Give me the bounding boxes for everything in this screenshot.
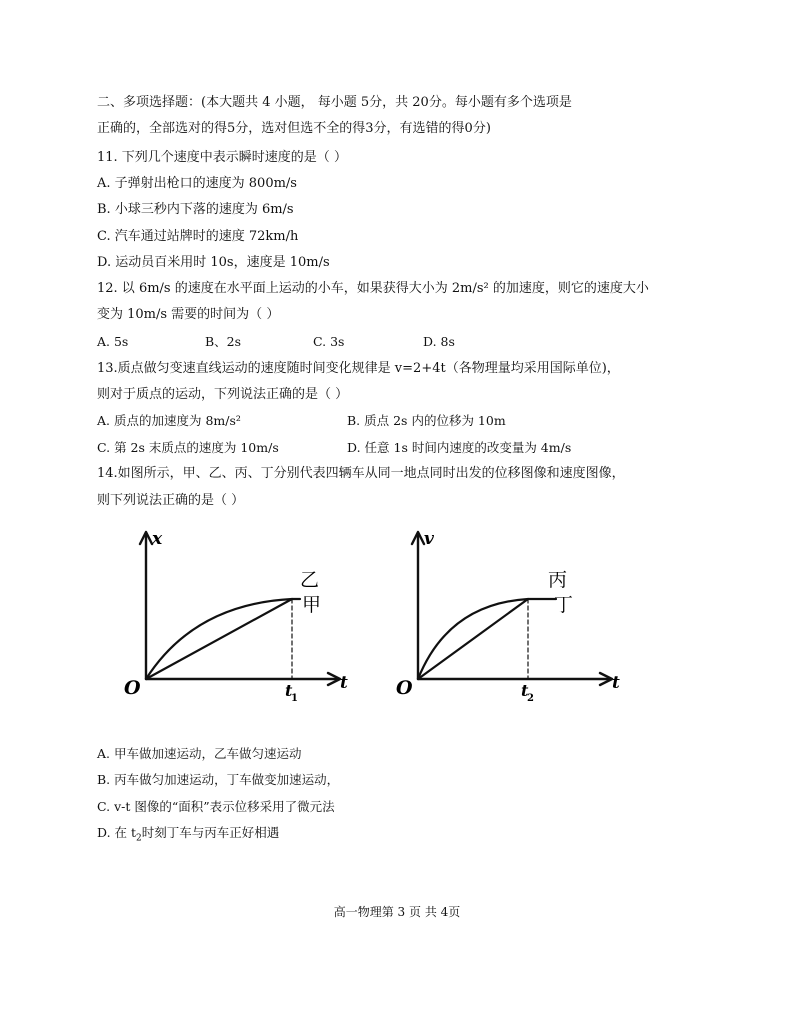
graph2-y-label: v bbox=[424, 529, 434, 549]
q12-stem-line1: 12. 以 6m/s 的速度在水平面上运动的小车，如果获得大小为 2m/s² 的加速度，则它的速度大小 bbox=[97, 281, 649, 296]
q14-option-a: A. 甲车做加速运动，乙车做匀速运动 bbox=[97, 746, 302, 761]
q14-option-c: C. v-t 图像的“面积”表示位移采用了微元法 bbox=[97, 799, 335, 814]
graph1-label-yi: 乙 bbox=[300, 569, 320, 591]
section-heading-line2: 正确的，全部选对的得5分，选对但选不全的得3分，有选错的得0分) bbox=[97, 121, 491, 136]
q11-stem: 11. 下列几个速度中表示瞬时速度的是（ ） bbox=[97, 150, 347, 165]
graph2-tick-sub: 2 bbox=[527, 693, 534, 704]
graph1-x-label: t bbox=[340, 673, 348, 693]
q13-stem-line1: 13.质点做匀变速直线运动的速度随时间变化规律是 v=2+4t（各物理量均采用国际单位)， bbox=[97, 361, 620, 376]
graph-vt bbox=[382, 522, 632, 714]
q14-option-b: B. 丙车做匀加速运动，丁车做变加速运动， bbox=[97, 772, 340, 787]
graph1-y-label: x bbox=[152, 529, 163, 549]
graph2-line-ding bbox=[418, 599, 528, 679]
graph1-origin: O bbox=[124, 677, 141, 699]
q11-option-a: A. 子弹射出枪口的速度为 800m/s bbox=[97, 176, 297, 191]
q12-option-d: D. 8s bbox=[423, 334, 455, 349]
graph-xt bbox=[110, 522, 360, 714]
graph2-tick-t: t bbox=[521, 681, 529, 700]
graph1-label-jia: 甲 bbox=[302, 594, 322, 616]
q14-option-d bbox=[97, 825, 279, 847]
page-footer: 高一物理第 3 页 共 4页 bbox=[333, 905, 461, 919]
q11-option-d: D. 运动员百米用时 10s，速度是 10m/s bbox=[97, 255, 330, 270]
q14-option-d-prefix: D. 在 t bbox=[97, 825, 137, 840]
graph2-label-bing: 丙 bbox=[548, 569, 568, 591]
q12-stem-line2: 变为 10m/s 需要的时间为（ ） bbox=[97, 307, 280, 322]
graph2-origin: O bbox=[396, 677, 413, 699]
q11-option-c: C. 汽车通过站牌时的速度 72km/h bbox=[97, 229, 299, 244]
graph2-curve-bing bbox=[418, 599, 556, 679]
q12-option-a: A. 5s bbox=[97, 334, 129, 349]
q13-option-b: B. 质点 2s 内的位移为 10m bbox=[347, 413, 506, 428]
q11-option-b: B. 小球三秒内下落的速度为 6m/s bbox=[97, 202, 294, 217]
q13-option-a: A. 质点的加速度为 8m/s² bbox=[97, 413, 241, 428]
q13-option-d: D. 任意 1s 时间内速度的改变量为 4m/s bbox=[347, 440, 572, 455]
graph2-x-label: t bbox=[612, 673, 620, 693]
section-heading-line1: 二、多项选择题：(本大题共 4 小题， 每小题 5分，共 20分。每小题有多个选项是 bbox=[97, 95, 572, 110]
q12-option-c: C. 3s bbox=[313, 334, 345, 349]
graph1-line-jia bbox=[146, 599, 292, 679]
q14-stem-line2: 则下列说法正确的是（ ） bbox=[97, 493, 245, 508]
graph1-tick-sub: 1 bbox=[291, 693, 298, 704]
q13-stem-line2: 则对于质点的运动，下列说法正确的是（ ） bbox=[97, 387, 349, 402]
q13-option-c: C. 第 2s 末质点的速度为 10m/s bbox=[97, 440, 279, 455]
graph2-label-ding: 丁 bbox=[554, 594, 574, 616]
q14-option-d-subscript: 2 bbox=[136, 833, 142, 844]
q12-option-b: B、2s bbox=[205, 334, 242, 349]
q14-option-d-text: 时刻丁车与丙车正好相遇 bbox=[141, 825, 280, 840]
q14-stem-line1: 14.如图所示，甲、乙、丙、丁分别代表四辆车从同一地点同时出发的位移图像和速度图像， bbox=[97, 466, 625, 481]
graph1-tick-t: t bbox=[285, 681, 293, 700]
